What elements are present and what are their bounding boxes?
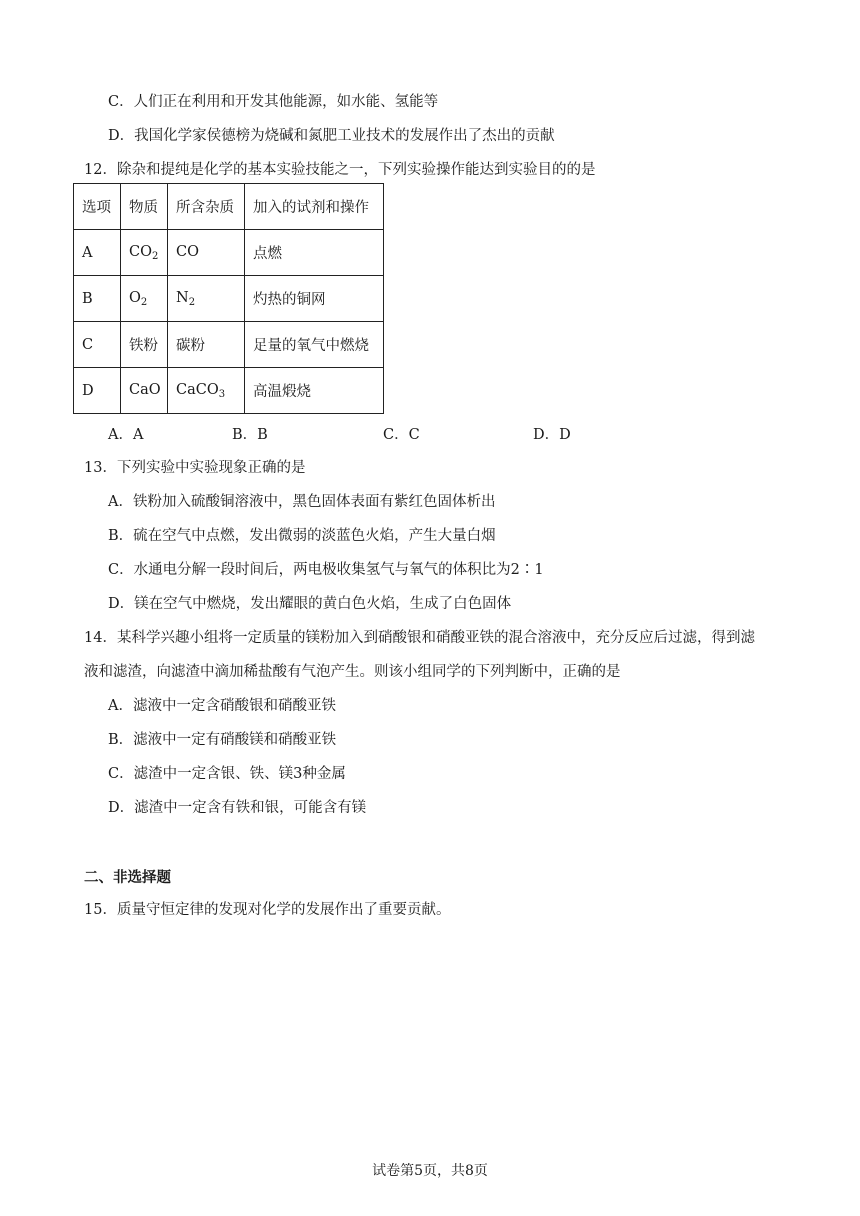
q13-option-c: C．水通电分解一段时间后，两电极收集氢气与氧气的体积比为2∶1 — [108, 562, 544, 578]
q12-table — [73, 183, 384, 414]
q11-option-c: C．人们正在利用和开发其他能源，如水能、氢能等 — [108, 94, 439, 110]
q15-stem: 15．质量守恒定律的发现对化学的发展作出了重要贡献。 — [84, 902, 451, 918]
table-row — [74, 230, 384, 276]
table-row — [74, 322, 384, 368]
q12-answer-b: B．B — [232, 427, 268, 443]
table-cell-substance: 铁粉 — [121, 322, 168, 368]
q13-option-a: A．铁粉加入硫酸铜溶液中，黑色固体表面有紫红色固体析出 — [108, 494, 496, 510]
table-cell-operation: 点燃 — [245, 230, 384, 276]
table-cell-substance: CaO — [121, 368, 168, 414]
table-cell-option: C — [74, 322, 121, 368]
q12-answer-c: C．C — [383, 427, 420, 443]
table-cell-impurity: $N_2$ — [168, 276, 245, 322]
q12-answer-d: D．D — [533, 427, 571, 443]
table-cell-option: A — [74, 230, 121, 276]
q14-option-c: C．滤渣中一定含银、铁、镁3种金属 — [108, 766, 346, 782]
table-header: 所含杂质 — [168, 184, 245, 230]
table-row — [74, 276, 384, 322]
table-cell-option: D — [74, 368, 121, 414]
table-cell-operation: 灼热的铜网 — [245, 276, 384, 322]
q14-option-a: A．滤液中一定含硝酸银和硝酸亚铁 — [108, 698, 336, 714]
page-footer: 试卷第5页，共8页 — [372, 1163, 488, 1179]
table-row — [74, 368, 384, 414]
q14-stem-line2: 液和滤渣，向滤渣中滴加稀盐酸有气泡产生。则该小组同学的下列判断中，正确的是 — [84, 664, 621, 680]
q13-stem: 13．下列实验中实验现象正确的是 — [84, 460, 306, 476]
q12-stem: 12．除杂和提纯是化学的基本实验技能之一，下列实验操作能达到实验目的的是 — [84, 162, 596, 178]
table-cell-operation: 高温煅烧 — [245, 368, 384, 414]
section-title: 二、非选择题 — [84, 870, 171, 886]
table-header: 加入的试剂和操作 — [245, 184, 384, 230]
q12-answer-a: A．A — [108, 427, 144, 443]
q13-option-b: B．硫在空气中点燃，发出微弱的淡蓝色火焰，产生大量白烟 — [108, 528, 496, 544]
table-cell-substance: $O_2$ — [121, 276, 168, 322]
table-cell-impurity: 碳粉 — [168, 322, 245, 368]
table-cell-impurity: CaCO$_3$ — [168, 368, 245, 414]
table-cell-operation: 足量的氧气中燃烧 — [245, 322, 384, 368]
q14-stem-line1: 14．某科学兴趣小组将一定质量的镁粉加入到硝酸银和硝酸亚铁的混合溶液中，充分反应后过滤，得到滤 — [84, 630, 755, 646]
q14-option-d: D．滤渣中一定含有铁和银，可能含有镁 — [108, 800, 367, 816]
q11-option-d: D．我国化学家侯德榜为烧碱和氮肥工业技术的发展作出了杰出的贡献 — [108, 128, 555, 144]
table-header: 选项 — [74, 184, 121, 230]
table-cell-impurity: CO — [168, 230, 245, 276]
q13-option-d: D．镁在空气中燃烧，发出耀眼的黄白色火焰，生成了白色固体 — [108, 596, 512, 612]
table-header: 物质 — [121, 184, 168, 230]
table-cell-substance: $CO_2$ — [121, 230, 168, 276]
table-cell-option: B — [74, 276, 121, 322]
q14-option-b: B．滤液中一定有硝酸镁和硝酸亚铁 — [108, 732, 337, 748]
table-header-row — [74, 184, 384, 230]
